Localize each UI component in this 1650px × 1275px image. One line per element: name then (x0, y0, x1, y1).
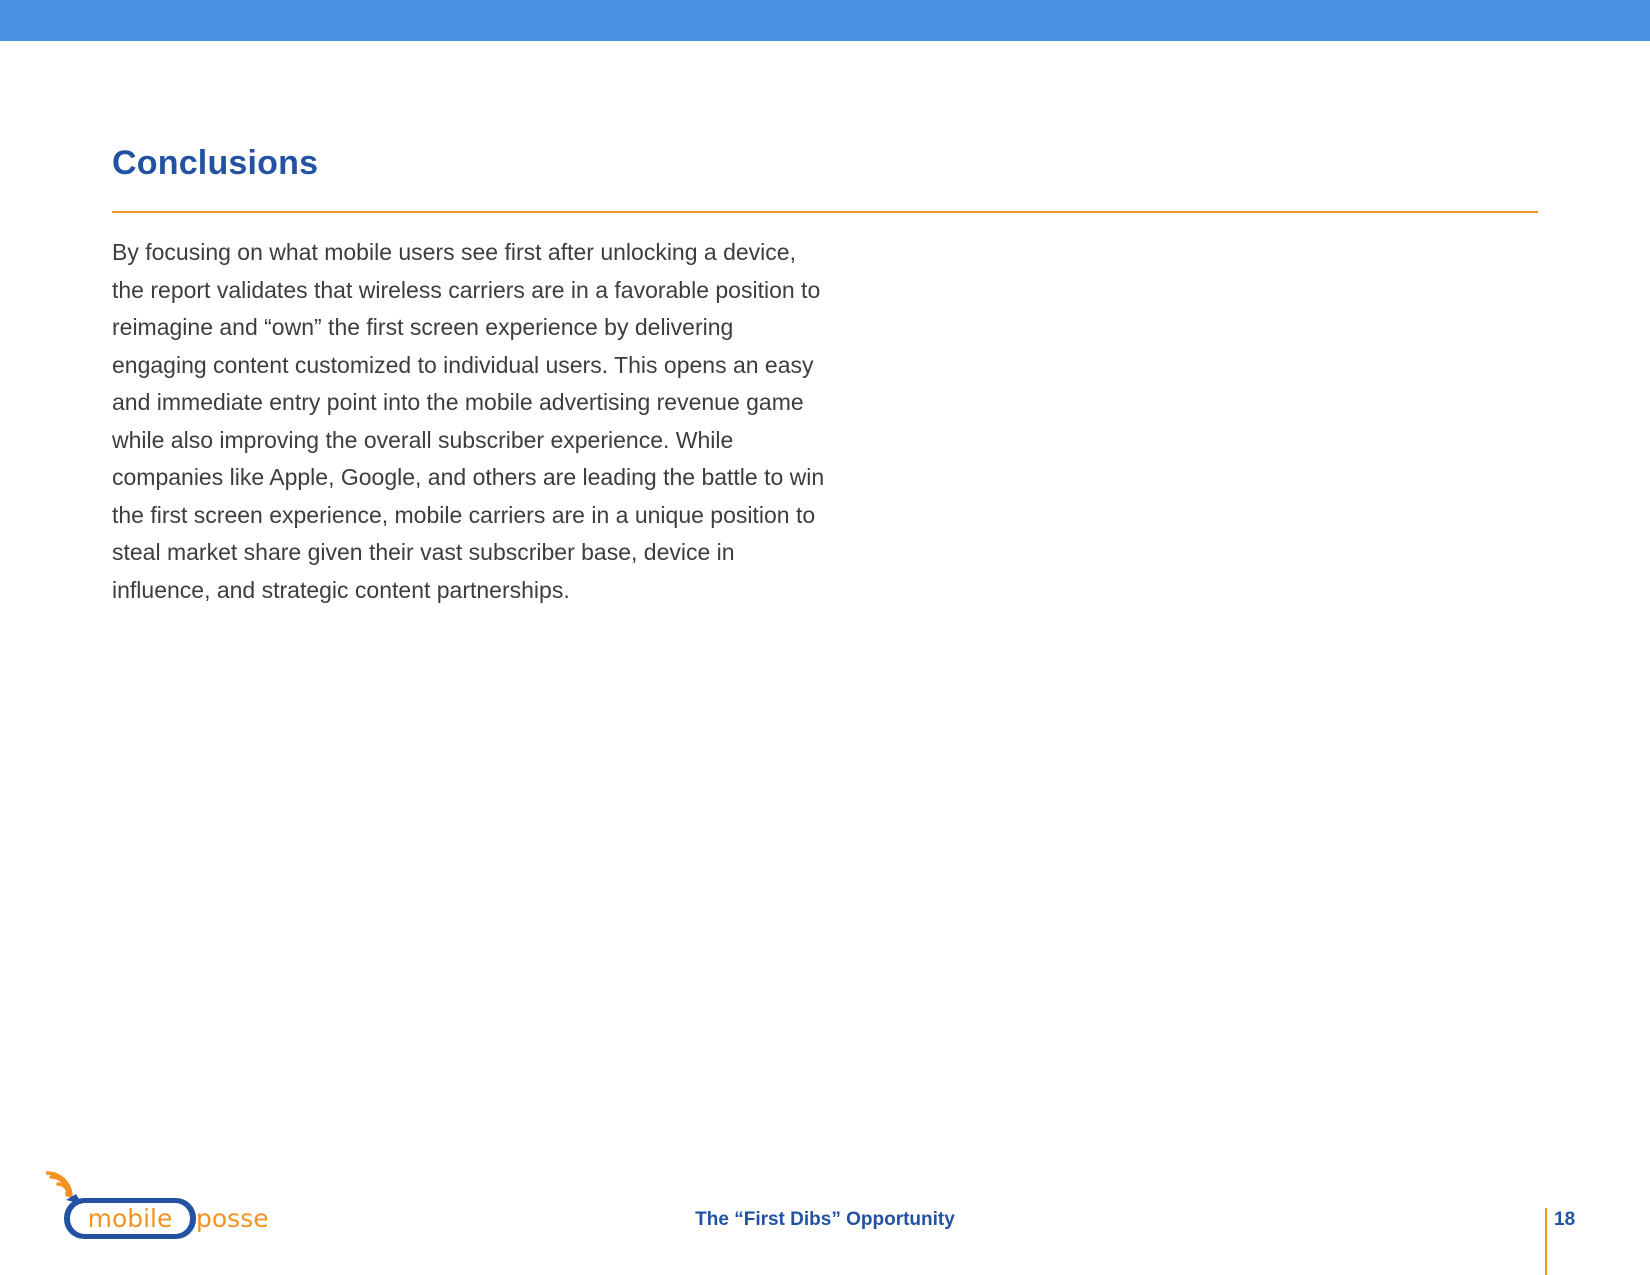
body-paragraph: By focusing on what mobile users see first after unlocking a device, the report validates that wireless carriers are in a favorable position to reimagine and “own” the first screen experience by delivering engaging content customized to individual users. This opens an easy and immediate entry point into the mobile advertising revenue game while also improving the overall subscriber experience. While companies like Apple, Google, and others are leading the battle to win the first screen experience, mobile carriers are in a unique position to steal market share given their vast subscriber base, device in influence, and strategic content partnerships. (112, 239, 825, 603)
logo-word-mobile: mobile (87, 1204, 173, 1233)
footer-divider (1545, 1208, 1547, 1275)
signal-waves-icon (47, 1173, 71, 1197)
page-title: Conclusions (112, 144, 319, 182)
title-divider (112, 211, 1538, 213)
page-number: 18 (1554, 1209, 1576, 1230)
header-bar (0, 0, 1650, 41)
footer-document-title: The “First Dibs” Opportunity (695, 1209, 955, 1230)
mobile-posse-logo (46, 1164, 311, 1244)
logo-word-posse: posse (196, 1204, 269, 1233)
